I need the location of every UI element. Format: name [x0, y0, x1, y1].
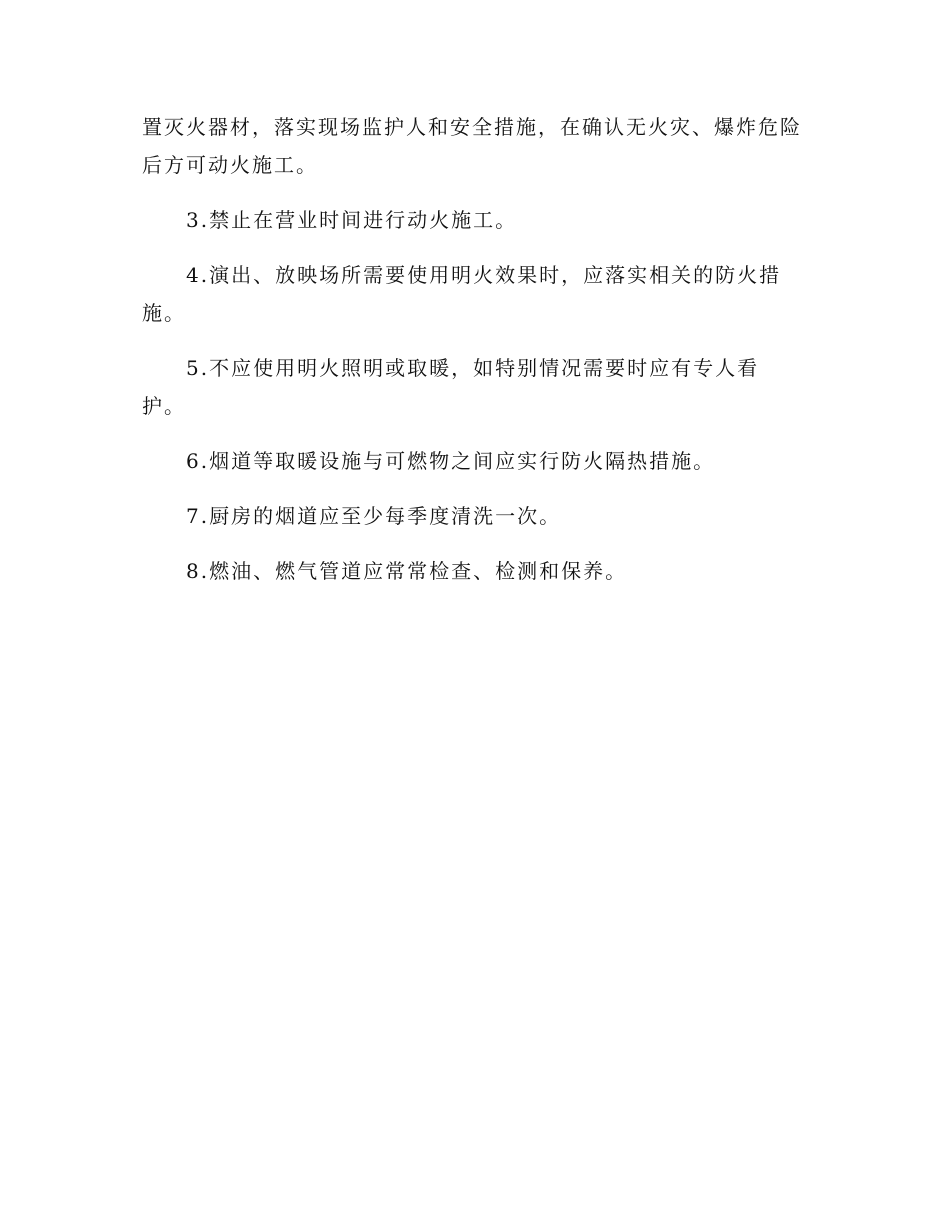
- continuation-paragraph: 置灭火器材，落实现场监护人和安全措施，在确认无火灾、爆炸危险 后方可动火施工。: [142, 115, 802, 177]
- rule-item-7: 7.厨房的烟道应至少每季度清洗一次。: [186, 504, 562, 528]
- rule-item-3: 3.禁止在营业时间进行动火施工。: [186, 208, 518, 232]
- rule-item-5: 5.不应使用明火照明或取暖，如特别情况需要时应有专人看护。: [142, 356, 760, 418]
- document-body: [142, 108, 802, 607]
- rule-item-8: 8.燃油、燃气管道应常常检查、检测和保养。: [186, 559, 628, 583]
- rule-item-6: 6.烟道等取暖设施与可燃物之间应实行防火隔热措施。: [186, 449, 716, 473]
- rule-item-4: 4.演出、放映场所需要使用明火效果时，应落实相关的防火措 施。: [142, 263, 782, 325]
